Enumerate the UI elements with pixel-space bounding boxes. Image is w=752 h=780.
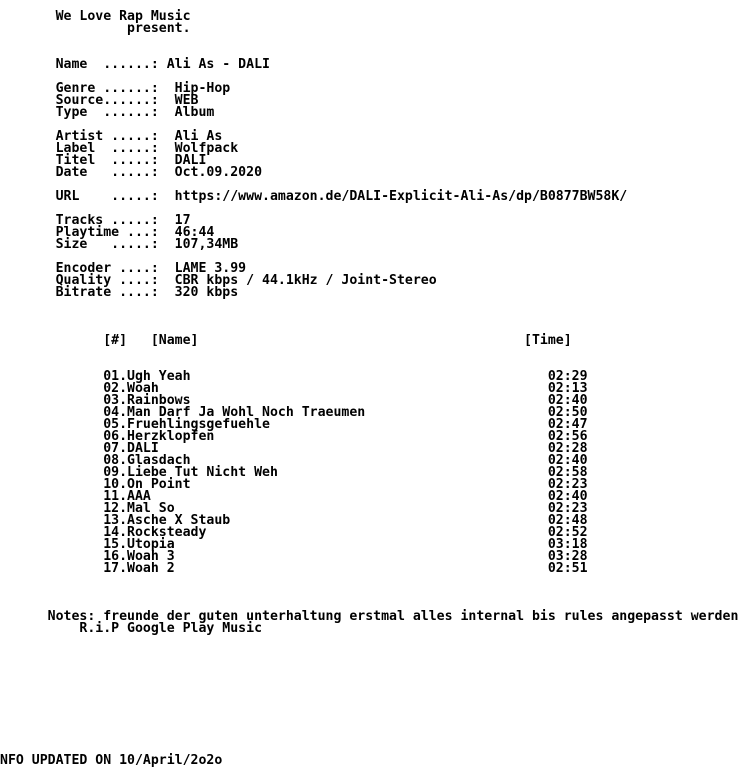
track-row: 04.Man Darf Ja Wohl Noch Traeumen 02:50 xyxy=(0,405,588,420)
track-row: 12.Mal So 02:23 xyxy=(0,501,588,516)
release-name: Name ......: Ali As - DALI xyxy=(0,57,270,72)
blank-line xyxy=(0,647,738,659)
track-row: 08.Glasdach 02:40 xyxy=(0,453,588,468)
notes-line: R.i.P Google Play Music xyxy=(0,621,263,636)
quality-field: Quality ....: CBR kbps / 44.1kHz / Joint-Stereo xyxy=(0,273,437,288)
track-row: 03.Rainbows 02:40 xyxy=(0,393,588,408)
date-field: Date .....: Oct.09.2020 xyxy=(0,165,263,180)
track-row: 06.Herzklopfen 02:56 xyxy=(0,429,588,444)
url-field: URL .....: https://www.amazon.de/DALI-Explicit-Ali-As/dp/B0877BW58K/ xyxy=(0,189,628,204)
track-row: 14.Rocksteady 02:52 xyxy=(0,525,588,540)
blank-line xyxy=(0,575,738,587)
blank-line xyxy=(0,707,738,719)
track-row: 07.DALI 02:28 xyxy=(0,441,588,456)
encoder-field: Encoder ....: LAME 3.99 xyxy=(0,261,247,276)
genre-field: Genre ......: Hip-Hop xyxy=(0,81,231,96)
tracklist-header: [#] [Name] [Time] xyxy=(0,333,572,348)
playtime-field: Playtime ...: 46:44 xyxy=(0,225,215,240)
track-row: 13.Asche X Staub 02:48 xyxy=(0,513,588,528)
bitrate-field: Bitrate ....: 320 kbps xyxy=(0,285,239,300)
type-field: Type ......: Album xyxy=(0,105,215,120)
track-row: 09.Liebe Tut Nicht Weh 02:58 xyxy=(0,465,588,480)
blank-line xyxy=(0,347,738,359)
source-field: Source......: WEB xyxy=(0,93,199,108)
artist-field: Artist .....: Ali As xyxy=(0,129,223,144)
title-field: Titel .....: DALI xyxy=(0,153,207,168)
tracks-field: Tracks .....: 17 xyxy=(0,213,191,228)
blank-line xyxy=(0,731,738,743)
blank-line xyxy=(0,635,738,647)
track-row: 17.Woah 2 02:51 xyxy=(0,561,588,576)
blank-line xyxy=(0,671,738,683)
header-present: present. xyxy=(0,21,191,36)
track-row: 11.AAA 02:40 xyxy=(0,489,588,504)
track-row: 15.Utopia 03:18 xyxy=(0,537,588,552)
track-row: 02.Woah 02:13 xyxy=(0,381,588,396)
track-row: 05.Fruehlingsgefuehle 02:47 xyxy=(0,417,588,432)
track-row: 16.Woah 3 03:28 xyxy=(0,549,588,564)
blank-line xyxy=(0,719,738,731)
blank-line xyxy=(0,659,738,671)
blank-line xyxy=(0,299,738,311)
blank-line xyxy=(0,695,738,707)
blank-line xyxy=(0,311,738,323)
blank-line xyxy=(0,587,738,599)
label-field: Label .....: Wolfpack xyxy=(0,141,239,156)
header-group-name: We Love Rap Music xyxy=(0,9,191,24)
size-field: Size .....: 107,34MB xyxy=(0,237,239,252)
notes-line: Notes: freunde der guten unterhaltung erstmal alles internal bis rules angepasst werden xyxy=(0,609,739,624)
footer-updated: NFO UPDATED ON 10/April/2o2o xyxy=(0,753,223,768)
nfo-document xyxy=(0,11,738,767)
track-row: 10.On Point 02:23 xyxy=(0,477,588,492)
track-row: 01.Ugh Yeah 02:29 xyxy=(0,369,588,384)
blank-line xyxy=(0,35,738,47)
blank-line xyxy=(0,683,738,695)
